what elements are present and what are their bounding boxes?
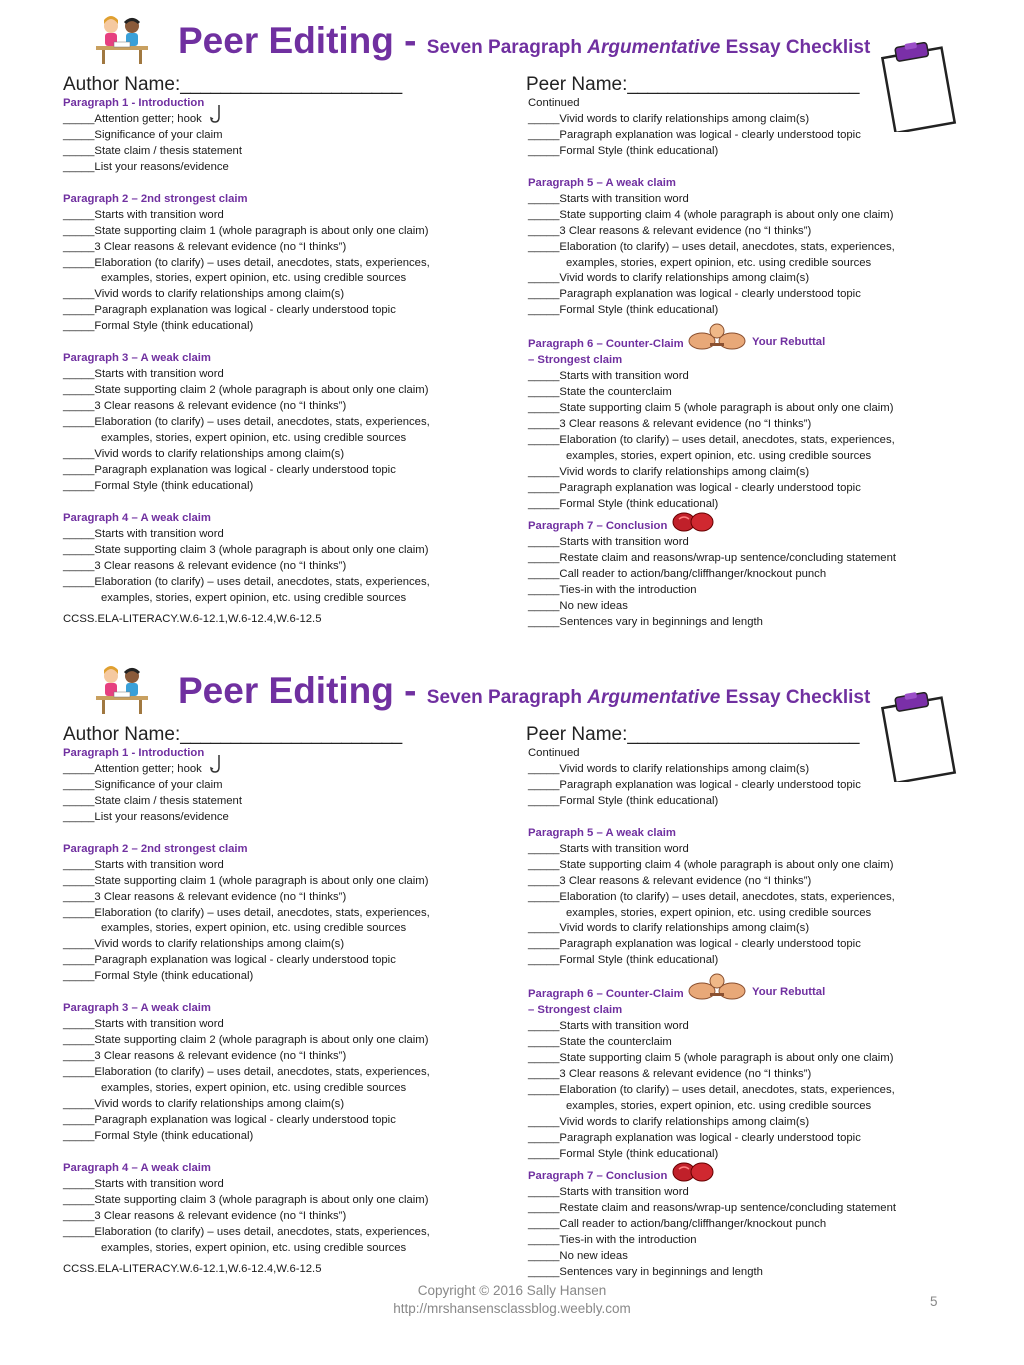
checklist-item[interactable]: _____No new ideas xyxy=(528,599,628,612)
checklist-item[interactable]: _____3 Clear reasons & relevant evidence (no “I thinks”) xyxy=(63,240,347,253)
continued-label: Continued xyxy=(528,97,580,109)
checklist-item[interactable]: _____Paragraph explanation was logical - clearly understood topic xyxy=(528,481,861,494)
peer-name-field[interactable]: Peer Name:_______________________ xyxy=(526,724,859,745)
checklist-item[interactable]: _____Attention getter; hook xyxy=(63,112,430,128)
checklist-item[interactable]: _____State supporting claim 3 (whole paragraph is about only one claim) xyxy=(63,543,429,556)
checklist-item-continued: examples, stories, expert opinion, etc. using credible sources xyxy=(101,1241,407,1254)
checklist-item[interactable]: _____3 Clear reasons & relevant evidence (no “I thinks”) xyxy=(528,1068,812,1081)
peer-name-field[interactable]: Peer Name:_______________________ xyxy=(526,74,859,95)
checklist-item[interactable]: _____Sentences vary in beginnings and length xyxy=(528,615,763,628)
checklist-item[interactable]: _____Significance of your claim xyxy=(63,128,223,141)
students-clipart xyxy=(94,14,150,64)
checklist-item[interactable]: _____Paragraph explanation was logical - clearly understood topic xyxy=(528,128,861,141)
checklist-item[interactable]: _____3 Clear reasons & relevant evidence (no “I thinks”) xyxy=(528,874,812,887)
checklist-item[interactable]: _____Sentences vary in beginnings and length xyxy=(528,1265,763,1278)
checklist-item[interactable]: _____State supporting claim 2 (whole paragraph is about only one claim) xyxy=(63,1034,429,1047)
checklist-item[interactable]: _____Formal Style (think educational) xyxy=(63,970,254,983)
paragraph-6-heading: Paragraph 6 – Counter-Claim Your Rebuttal xyxy=(528,985,896,1003)
checklist-item[interactable]: _____Vivid words to clarify relationships among claim(s) xyxy=(528,1115,810,1128)
paragraph-7-heading: Paragraph 7 – Conclusion xyxy=(528,519,896,535)
checklist-item[interactable]: _____Formal Style (think educational) xyxy=(528,954,719,967)
hook-icon xyxy=(210,104,224,124)
checklist-item[interactable]: _____3 Clear reasons & relevant evidence (no “I thinks”) xyxy=(528,418,812,431)
checklist-item[interactable]: _____Elaboration (to clarify) – uses detail, anecdotes, stats, experiences, xyxy=(528,240,895,253)
checklist-item[interactable]: _____Starts with transition word xyxy=(63,368,224,381)
checklist-item[interactable]: _____List your reasons/evidence xyxy=(63,810,229,823)
checklist-item[interactable]: _____State supporting claim 1 (whole paragraph is about only one claim) xyxy=(63,874,429,887)
arm-wrestling-icon xyxy=(688,321,746,353)
checklist-item[interactable]: _____Formal Style (think educational) xyxy=(63,479,254,492)
author-name-field[interactable]: Author Name:______________________ xyxy=(63,74,402,95)
checklist-item-continued: examples, stories, expert opinion, etc. using credible sources xyxy=(101,431,407,444)
left-checklist-column xyxy=(63,746,430,1278)
checklist-item[interactable]: _____Formal Style (think educational) xyxy=(528,144,719,157)
checklist-item[interactable]: _____Elaboration (to clarify) – uses detail, anecdotes, stats, experiences, xyxy=(63,575,430,588)
page-number: 5 xyxy=(930,1294,938,1309)
checklist-item[interactable]: _____Elaboration (to clarify) – uses detail, anecdotes, stats, experiences, xyxy=(63,416,430,429)
continued-label: Continued xyxy=(528,747,580,759)
checklist-item[interactable]: _____Vivid words to clarify relationships among claim(s) xyxy=(63,938,345,951)
paragraph-2-heading: Paragraph 2 – 2nd strongest claim xyxy=(63,192,248,205)
checklist-item[interactable]: _____Starts with transition word xyxy=(528,1185,689,1198)
checklist-item[interactable]: _____Starts with transition word xyxy=(63,527,224,540)
checklist-item[interactable]: _____Formal Style (think educational) xyxy=(528,1147,719,1160)
checklist-item[interactable]: _____List your reasons/evidence xyxy=(63,160,229,173)
paragraph-5-heading: Paragraph 5 – A weak claim xyxy=(528,826,676,839)
checklist-item[interactable]: _____Formal Style (think educational) xyxy=(63,320,254,333)
page-title: Peer Editing - Seven Paragraph Argumentative Essay Checklist xyxy=(178,20,871,61)
checklist-item[interactable]: _____Call reader to action/bang/cliffhanger/knockout punch xyxy=(528,567,827,580)
paragraph-3-heading: Paragraph 3 – A weak claim xyxy=(63,1002,211,1015)
checklist-item[interactable]: _____State claim / thesis statement xyxy=(63,144,242,157)
checklist-item[interactable]: _____Starts with transition word xyxy=(528,370,689,383)
paragraph-1-heading: Paragraph 1 - Introduction xyxy=(63,747,205,759)
checklist-item[interactable]: _____Paragraph explanation was logical - clearly understood topic xyxy=(528,1131,861,1144)
checklist-item[interactable]: _____Vivid words to clarify relationships among claim(s) xyxy=(528,922,810,935)
checklist-item-continued: examples, stories, expert opinion, etc. using credible sources xyxy=(101,272,407,285)
checklist-item[interactable]: _____3 Clear reasons & relevant evidence (no “I thinks”) xyxy=(63,1050,347,1063)
page-title: Peer Editing - Seven Paragraph Argumentative Essay Checklist xyxy=(178,670,871,711)
checklist-item[interactable]: _____Significance of your claim xyxy=(63,778,223,791)
paragraph-1-heading: Paragraph 1 - Introduction xyxy=(63,97,205,109)
checklist-item[interactable]: _____Elaboration (to clarify) – uses detail, anecdotes, stats, experiences, xyxy=(528,1084,895,1097)
checklist-item[interactable]: _____Elaboration (to clarify) – uses detail, anecdotes, stats, experiences, xyxy=(63,1066,430,1079)
checklist-item[interactable]: _____Formal Style (think educational) xyxy=(528,794,719,807)
checklist-item[interactable]: _____Starts with transition word xyxy=(63,1177,224,1190)
students-clipart xyxy=(94,664,150,714)
checklist-item[interactable]: _____Paragraph explanation was logical - clearly understood topic xyxy=(528,938,861,951)
checklist-item[interactable]: _____State supporting claim 5 (whole paragraph is about only one claim) xyxy=(528,1052,894,1065)
author-name-field[interactable]: Author Name:______________________ xyxy=(63,724,402,745)
checklist-item[interactable]: _____Paragraph explanation was logical - clearly understood topic xyxy=(63,304,396,317)
rebuttal-label: Your Rebuttal xyxy=(752,986,826,999)
checklist-sheet-bottom xyxy=(0,650,1024,1300)
checklist-item[interactable]: _____State supporting claim 4 (whole paragraph is about only one claim) xyxy=(528,208,894,221)
right-checklist-column xyxy=(528,96,896,630)
checklist-item[interactable]: _____3 Clear reasons & relevant evidence (no “I thinks”) xyxy=(63,400,347,413)
checklist-sheet-top xyxy=(0,0,1024,650)
checklist-item[interactable]: _____3 Clear reasons & relevant evidence (no “I thinks”) xyxy=(63,890,347,903)
checklist-item[interactable]: _____Starts with transition word xyxy=(63,208,224,221)
checklist-item[interactable]: _____Elaboration (to clarify) – uses detail, anecdotes, stats, experiences, xyxy=(528,890,895,903)
checklist-item[interactable]: _____3 Clear reasons & relevant evidence (no “I thinks”) xyxy=(63,1209,347,1222)
checklist-item[interactable]: _____Formal Style (think educational) xyxy=(528,497,719,510)
checklist-item[interactable]: _____3 Clear reasons & relevant evidence (no “I thinks”) xyxy=(63,559,347,572)
checklist-item[interactable]: _____Restate claim and reasons/wrap-up sentence/concluding statement xyxy=(528,551,896,564)
checklist-item[interactable]: _____Starts with transition word xyxy=(63,1018,224,1031)
checklist-item[interactable]: _____State the counterclaim xyxy=(528,1036,672,1049)
checklist-item[interactable]: _____Ties-in with the introduction xyxy=(528,1233,697,1246)
paragraph-6-heading: Paragraph 6 – Counter-Claim Your Rebuttal xyxy=(528,335,896,353)
checklist-item-continued: examples, stories, expert opinion, etc. using credible sources xyxy=(566,256,872,269)
checklist-item[interactable]: _____Elaboration (to clarify) – uses detail, anecdotes, stats, experiences, xyxy=(528,434,895,447)
checklist-item[interactable]: _____Formal Style (think educational) xyxy=(528,304,719,317)
checklist-item[interactable]: _____Restate claim and reasons/wrap-up sentence/concluding statement xyxy=(528,1201,896,1214)
checklist-item[interactable]: _____Starts with transition word xyxy=(528,192,689,205)
checklist-item[interactable]: _____State the counterclaim xyxy=(528,386,672,399)
hook-icon xyxy=(210,754,224,774)
checklist-item[interactable]: _____State supporting claim 2 (whole paragraph is about only one claim) xyxy=(63,384,429,397)
checklist-item[interactable]: _____Vivid words to clarify relationships among claim(s) xyxy=(528,465,810,478)
standards-reference: CCSS.ELA-LITERACY.W.6-12.1,W.6-12.4,W.6-12.5 xyxy=(63,613,322,626)
checklist-item[interactable]: _____Ties-in with the introduction xyxy=(528,583,697,596)
checklist-item-continued: examples, stories, expert opinion, etc. using credible sources xyxy=(101,1081,407,1094)
checklist-item[interactable]: _____Vivid words to clarify relationships among claim(s) xyxy=(528,112,810,125)
paragraph-2-heading: Paragraph 2 – 2nd strongest claim xyxy=(63,842,248,855)
checklist-item[interactable]: _____Vivid words to clarify relationships among claim(s) xyxy=(63,1097,345,1110)
checklist-item[interactable]: _____Paragraph explanation was logical - clearly understood topic xyxy=(528,288,861,301)
checklist-item[interactable]: _____Paragraph explanation was logical - clearly understood topic xyxy=(63,1113,396,1126)
checklist-item[interactable]: _____Formal Style (think educational) xyxy=(63,1129,254,1142)
boxing-gloves-icon xyxy=(671,511,715,533)
checklist-item[interactable]: _____State supporting claim 1 (whole paragraph is about only one claim) xyxy=(63,224,429,237)
checklist-item[interactable]: _____Elaboration (to clarify) – uses detail, anecdotes, stats, experiences, xyxy=(63,256,430,269)
checklist-item-continued: examples, stories, expert opinion, etc. using credible sources xyxy=(566,1099,872,1112)
checklist-item[interactable]: _____Vivid words to clarify relationships among claim(s) xyxy=(63,288,345,301)
checklist-item[interactable]: _____Elaboration (to clarify) – uses detail, anecdotes, stats, experiences, xyxy=(63,1225,430,1238)
footer xyxy=(0,1282,1024,1318)
boxing-gloves-icon xyxy=(671,1161,715,1183)
checklist-item[interactable]: _____No new ideas xyxy=(528,1249,628,1262)
checklist-item-continued: examples, stories, expert opinion, etc. using credible sources xyxy=(566,906,872,919)
paragraph-4-heading: Paragraph 4 – A weak claim xyxy=(63,1161,211,1174)
paragraph-5-heading: Paragraph 5 – A weak claim xyxy=(528,176,676,189)
checklist-item[interactable]: _____State supporting claim 5 (whole paragraph is about only one claim) xyxy=(528,402,894,415)
paragraph-6-subheading: – Strongest claim xyxy=(528,354,623,367)
arm-wrestling-icon xyxy=(688,971,746,1003)
checklist-item-continued: examples, stories, expert opinion, etc. using credible sources xyxy=(101,591,407,604)
checklist-item[interactable]: _____State claim / thesis statement xyxy=(63,794,242,807)
checklist-item[interactable]: _____Starts with transition word xyxy=(528,1020,689,1033)
checklist-item-continued: examples, stories, expert opinion, etc. using credible sources xyxy=(566,449,872,462)
paragraph-4-heading: Paragraph 4 – A weak claim xyxy=(63,511,211,524)
checklist-item[interactable]: _____3 Clear reasons & relevant evidence (no “I thinks”) xyxy=(528,224,812,237)
checklist-item[interactable]: _____Vivid words to clarify relationships among claim(s) xyxy=(528,272,810,285)
checklist-item[interactable]: _____Starts with transition word xyxy=(528,842,689,855)
checklist-item[interactable]: _____Vivid words to clarify relationships among claim(s) xyxy=(63,447,345,460)
paragraph-3-heading: Paragraph 3 – A weak claim xyxy=(63,352,211,365)
paragraph-6-subheading: – Strongest claim xyxy=(528,1004,623,1017)
checklist-item[interactable]: _____Starts with transition word xyxy=(528,535,689,548)
paragraph-7-heading: Paragraph 7 – Conclusion xyxy=(528,1169,896,1185)
checklist-item[interactable]: _____State supporting claim 4 (whole paragraph is about only one claim) xyxy=(528,858,894,871)
right-checklist-column xyxy=(528,746,896,1280)
standards-reference: CCSS.ELA-LITERACY.W.6-12.1,W.6-12.4,W.6-12.5 xyxy=(63,1263,322,1276)
checklist-item[interactable]: _____Attention getter; hook xyxy=(63,762,430,778)
checklist-item[interactable]: _____State supporting claim 3 (whole paragraph is about only one claim) xyxy=(63,1193,429,1206)
footer-url[interactable]: http://mrshansensclassblog.weebly.com xyxy=(393,1301,631,1316)
checklist-item[interactable]: _____Vivid words to clarify relationships among claim(s) xyxy=(528,762,810,775)
checklist-item[interactable]: _____Paragraph explanation was logical - clearly understood topic xyxy=(63,463,396,476)
rebuttal-label: Your Rebuttal xyxy=(752,336,826,349)
checklist-item[interactable]: _____Elaboration (to clarify) – uses detail, anecdotes, stats, experiences, xyxy=(63,906,430,919)
checklist-item[interactable]: _____Paragraph explanation was logical - clearly understood topic xyxy=(528,778,861,791)
copyright-text: Copyright © 2016 Sally Hansen xyxy=(417,1283,607,1298)
checklist-item-continued: examples, stories, expert opinion, etc. using credible sources xyxy=(101,922,407,935)
checklist-item[interactable]: _____Call reader to action/bang/cliffhanger/knockout punch xyxy=(528,1217,827,1230)
left-checklist-column xyxy=(63,96,430,628)
checklist-item[interactable]: _____Starts with transition word xyxy=(63,858,224,871)
checklist-item[interactable]: _____Paragraph explanation was logical - clearly understood topic xyxy=(63,954,396,967)
